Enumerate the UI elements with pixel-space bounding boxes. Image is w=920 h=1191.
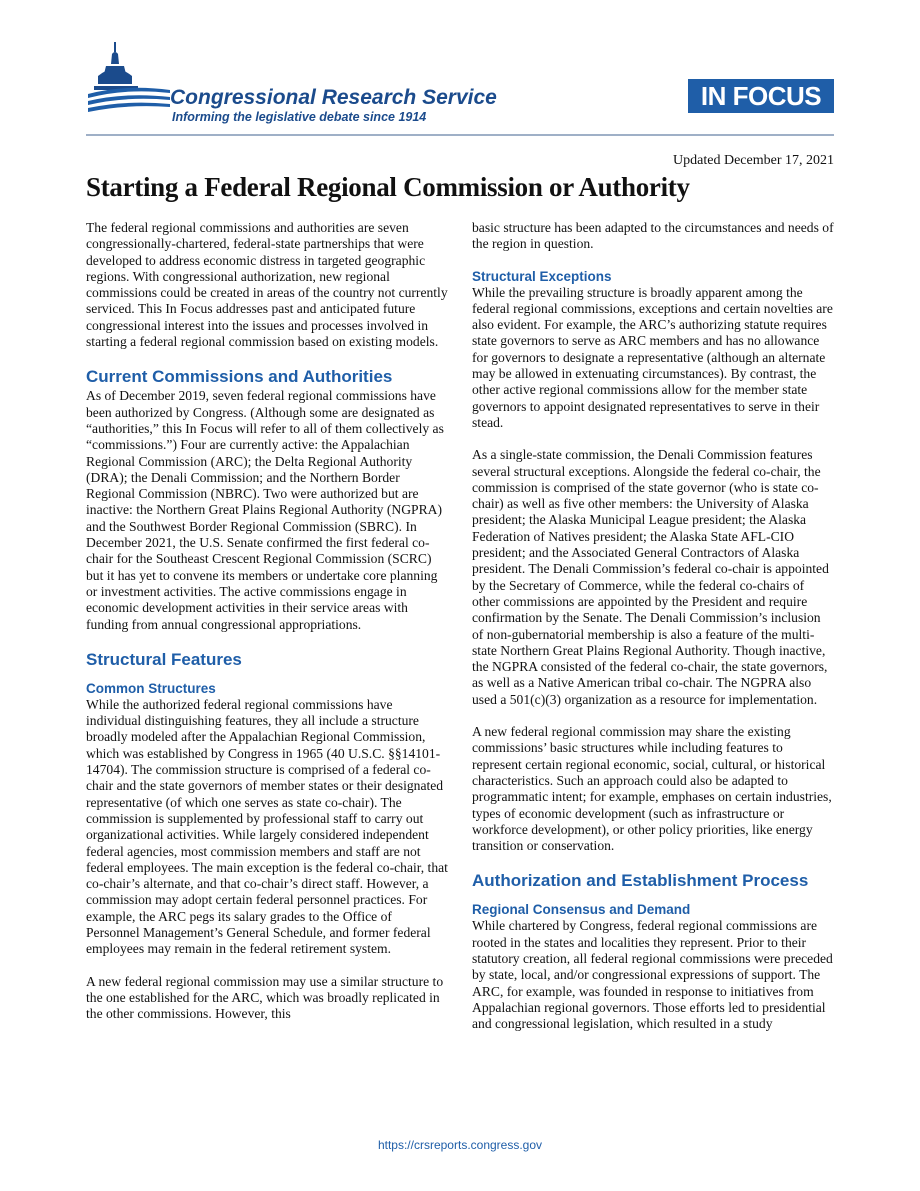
footer-link[interactable]: https://crsreports.congress.gov: [377, 1138, 543, 1152]
continued-paragraph: basic structure has been adapted to the circumstances and needs of the region in question.: [472, 220, 834, 252]
report-header: [86, 40, 834, 136]
org-tagline: Informing the legislative debate since 1914: [172, 110, 427, 124]
capitol-dome-icon: [86, 40, 170, 124]
exceptions-paragraph: While the prevailing structure is broadly apparent among the federal regional commissions, exceptions and certain novelties are also evident. For example, the ARC’s authorizing statute requires state governors to serve as ARC members and has no allowance for governors to designate a representative (although an alternate may be allowed in extenuating circumstances). By contrast, the other active regional commissions allow for the member state governors to appoint designated representatives to serve in their stead.: [472, 284, 833, 430]
in-focus-badge: IN FOCUS: [688, 79, 834, 113]
org-name: Congressional Research Service: [170, 86, 497, 109]
right-column: [472, 220, 834, 1032]
subheading-regional-consensus: Regional Consensus and Demand: [472, 902, 691, 918]
subheading-structural-exceptions: Structural Exceptions: [472, 268, 612, 284]
heading-authorization-process: Authorization and Establishment Process: [472, 871, 809, 891]
new-structure-paragraph: A new federal regional commission may use a similar structure to the one established for the ARC, which was broadly replicated in the other commissions. However, this: [86, 973, 444, 1022]
denali-paragraph: As a single-state commission, the Denali Commission features several structural exceptions. Alongside the federal co-chair, the commission is comprised of the state governor (who is state co-chair) as well as five other members: the University of Alaska president; the Alaska Municipal League president; the Alaska Federation of Natives president; the Alaska State AFL-CIO president; and the Associated General Contractors of Alaska president. The Denali Commission’s federal co-chair is appointed by the Secretary of Commerce, while the federal co-chairs of other commissions are appointed by the President and require confirmation by the Senate. The Denali Commission’s inclusion of non-gubernatorial membership is also a feature of the multi-state Northern Great Plains Regional Authority. Though inactive, the NGPRA consisted of the federal co-chair, the state governors, as well as a Native American tribal co-chair. The NGPRA also used a 501(c)(3) organization as a resource for implementation.: [472, 447, 829, 707]
current-commissions-paragraph: As of December 2019, seven federal regional commissions have been authorized by Congress. (Although some are designated as “authorities,” this In Focus will refer to all of them collectively as “commissions.”) Four are currently active: the Appalachian Regional Commission (ARC); the Delta Regional Authority (DRA); the Denali Commission; and the Northern Border Regional Commission (NBRC). Two were authorized but are inactive: the Northern Great Plains Regional Authority (NGPRA) and the Southwest Border Regional Commission (SBRC). In December 2021, the U.S. Senate confirmed the first federal co-chair for the Southeast Crescent Regional Commission (SCRC) but it has yet to convene its members or undertake core planning or investment activities. The active commissions engage in economic development activities in their service areas with funding from annual congressional appropriations.: [86, 388, 444, 632]
consensus-paragraph: While chartered by Congress, federal regional commissions are rooted in the states and localities they represent. Prior to their statutory creation, all federal regional commissions were preceded by state, local, and/or congressional expressions of support. The ARC, for example, was founded in response to initiatives from Appalachian regional governors. Those efforts led to presidential and congressional legislation, which resulted in a study: [472, 918, 833, 1032]
left-column: [86, 220, 448, 1022]
heading-structural-features: Structural Features: [86, 649, 242, 669]
common-structures-paragraph: While the authorized federal regional commissions have individual distinguishing features, they all include a structure broadly modeled after the Appalachian Regional Commission, which was established by Congress in 1965 (40 U.S.C. §§14101-14704). The commission structure is comprised of a federal co-chair and the state governors of member states or their designated representative (of which one serves as state co-chair). The commission is supplemented by professional staff to carry out organizational activities. While largely considered independent federal agencies, most commission members and staff are not federal employees. The main exception is the federal co-chair, that co-chair’s alternate, and that co-chair’s direct staff. However, a commission may adopt certain federal personnel practices. For example, the ARC pegs its salary grades to the Office of Personnel Management’s General Schedule, and former federal employees may remain in the federal retirement system.: [86, 696, 448, 957]
intro-paragraph: The federal regional commissions and authorities are seven congressionally-chartered, federal-state partnerships that were developed to address economic distress in targeted geographic regions. With congressional authorization, new regional commissions could be created in areas of the country not currently serviced. This In Focus addresses past and anticipated future congressional interest into the issues and processes involved in starting a federal regional commission based on existing models.: [86, 220, 448, 350]
updated-date: Updated December 17, 2021: [673, 153, 834, 168]
subheading-common-structures: Common Structures: [86, 680, 216, 696]
page-title: Starting a Federal Regional Commission or Authority: [86, 172, 690, 202]
heading-current-commissions: Current Commissions and Authorities: [86, 367, 393, 387]
share-structures-paragraph: A new federal regional commission may share the existing commissions’ basic structures while including features to represent certain regional economic, social, cultural, or historical characteristics. Such an approach could also be adapted to programmatic intent; for example, emphases on certain industries, types of economic development (such as infrastructure or workforce development), or other policy priorities, like energy transition or conservation.: [472, 724, 832, 854]
header-divider: [86, 134, 834, 136]
